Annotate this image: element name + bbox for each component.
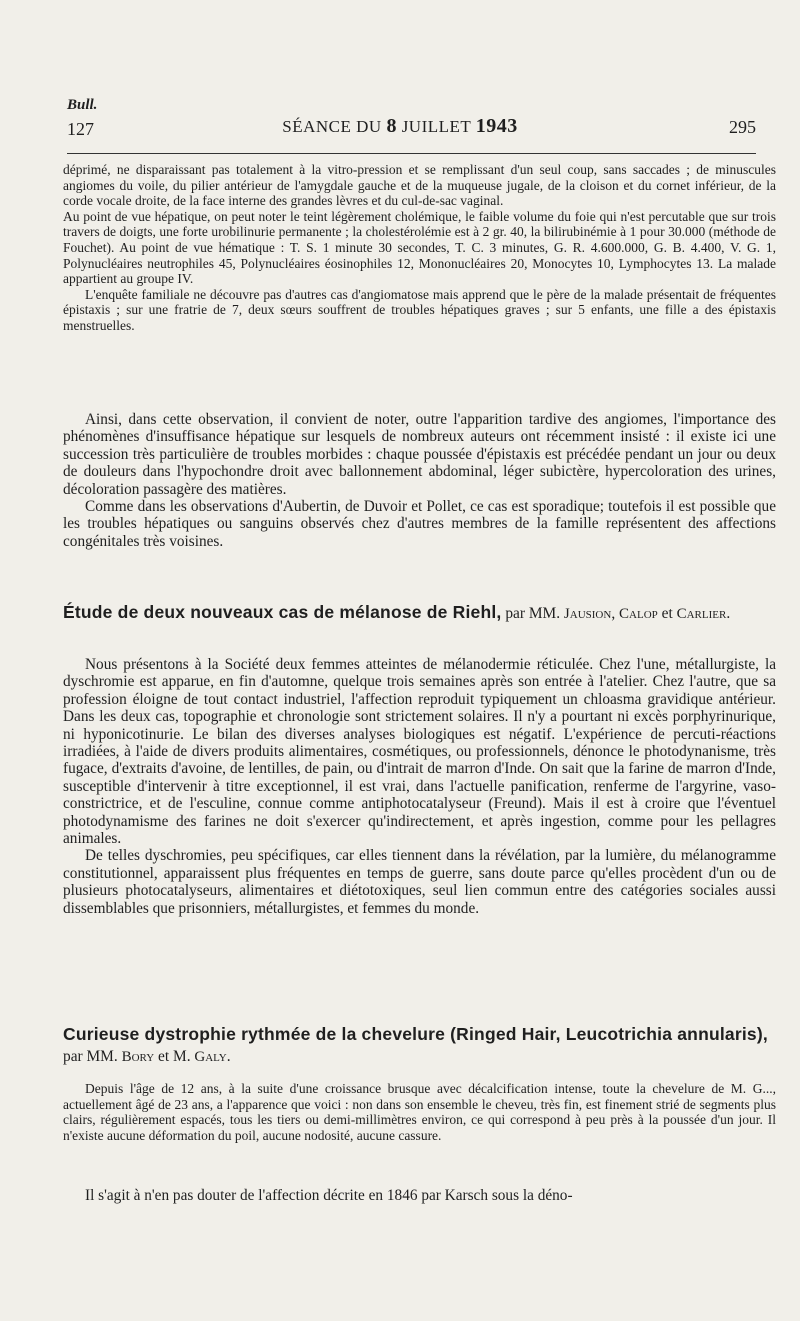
journal-abbrev: Bull. xyxy=(67,97,98,113)
article-1-author-carlier: Carlier xyxy=(676,606,727,622)
running-head-year: 1943 xyxy=(475,115,518,137)
page-number: 295 xyxy=(729,117,756,137)
article-2-end: . xyxy=(226,1048,231,1065)
conclusion-section xyxy=(63,411,776,550)
article-1-paragraph-1: Nous présentons à la Société deux femmes atteintes de mélanodermie réticulée. Chez l'une, métallurgiste, la dyschromie est apparue, en fin d'automne, quelque trois semaines après son entrée à l'atelier. Chez l'autre, que sa profession éloigne de tout contact industriel, l'affection reproduit typiquement un chloasma gravidique antérieur. Dans les deux cas, topographie et chronologie sont strictement solaires. Il n'y a pourtant ni excès porphyrinurique, ni hyponicotinurie. Le bilan des diverses analyses biologiques est négatif. L'expérience de percuti-réactions irradiées, à l'aide de divers produits alimentaires, cosmétiques, ou professionnels, dénonce le photodynanisme, très fugace, d'extraits d'avoine, de lentilles, de pain, ou d'intrait de marron d'Inde. On sait que la farine de marron d'Inde, susceptible d'intervenir à titre exceptionnel, il est vrai, dans l'actuelle panification, renferme de l'argyrine, vaso-constrictrice, et de l'esculine, connue comme antiphotocatalyseur (Freund). Mais il est à croire que l'éventuel photodynamisme des farines ne doit s'exercer qu'indirectement, et après ingestion, comme pour les pellagres animales. xyxy=(63,656,776,848)
article-2-by: par MM. xyxy=(63,1048,122,1065)
conclusion-paragraph-1: Ainsi, dans cette observation, il convient de noter, outre l'apparition tardive des angiomes, l'importance des phénomènes d'insuffisance hépatique sur lesquels de nombreux auteurs ont récemment insisté : il existe ici une succession très particulière de troubles morbides : chaque poussée d'épistaxis est précédée pendant un jour ou deux de douleurs dans l'hypochondre droit avec ballonnement abdominal, léger subictère, hypercoloration des urines, décoloration passagère des matières. xyxy=(63,411,776,498)
article-1-end: . xyxy=(726,605,731,622)
running-head xyxy=(0,115,800,138)
case-paragraph-3: L'enquête familiale ne découvre pas d'autres cas d'angiomatose mais apprend que le père de la malade présentait de fréquentes épistaxis ; sur une fratrie de 7, deux sœurs souffrent de troubles hépatiques graves ; sur 5 enfants, une fille a des épistaxis menstruelles. xyxy=(63,286,776,333)
article-1-by: par MM. xyxy=(501,605,564,622)
article-1-heading xyxy=(63,602,776,625)
running-head-mid: JUILLET xyxy=(396,117,476,136)
article-2-and: et M. xyxy=(154,1048,195,1065)
running-head-pre: SÉANCE DU xyxy=(282,117,387,136)
article-2-author-bory: Bory xyxy=(121,1049,155,1065)
article-2-title: Curieuse dystrophie rythmée de la chevelure (Ringed Hair, Leucotrichia annularis), xyxy=(63,1024,768,1044)
article-1-body xyxy=(63,656,776,917)
article-2-heading xyxy=(63,1024,776,1068)
article-2-body-continued xyxy=(63,1187,776,1204)
article-2-author-galy: Galy xyxy=(194,1049,227,1065)
article-2-body xyxy=(63,1081,776,1143)
header-rule xyxy=(67,153,756,154)
case-observation-section xyxy=(63,162,776,334)
conclusion-paragraph-2: Comme dans les observations d'Aubertin, de Duvoir et Pollet, ce cas est sporadique; toutefois il est possible que les troubles hépatiques ou sanguins observés chez d'autres membres de la famille représentent des affections congénitales très voisines. xyxy=(63,498,776,550)
left-folio-number: 127 xyxy=(67,119,94,139)
article-1-title: Étude de deux nouveaux cas de mélanose de Riehl, xyxy=(63,602,502,622)
article-1-author-jausion: Jausion xyxy=(563,606,612,622)
article-1-paragraph-2: De telles dyschromies, peu spécifiques, car elles tiennent dans la révélation, par la lumière, du mélanogramme constitutionnel, apparaissent plus fréquentes en temps de guerre, sans doute parce qu'elles procèdent d'un ou de plusieurs photocatalyseurs, alimentaires et diétotoxiques, seul lien commun entre des catégories sociales aussi dissemblables que prisonniers, métallurgistes, et femmes du monde. xyxy=(63,847,776,917)
article-1-and: et xyxy=(657,605,677,622)
case-paragraph-1: déprimé, ne disparaissant pas totalement à la vitro-pression et se remplissant d'un seul coup, sans saccades ; de minuscules angiomes du voile, du pilier antérieur de l'amygdale gauche et de la muqueuse jugale, de la cloison et du cornet inférieur, de la corde vocale droite, de la face interne des grandes lèvres et du cul-de-sac vaginal. xyxy=(63,162,776,209)
running-head-day: 8 xyxy=(386,115,397,137)
case-paragraph-2: Au point de vue hépatique, on peut noter le teint légèrement cholémique, le faible volume du foie qui n'est percutable que sur trois travers de doigts, une forte urobilinurie permanente ; la cholestérolémie est à 2 gr. 40, la bilirubinémie à 1 pour 30.000 (méthode de Fouchet). Au point de vue hématique : T. S. 1 minute 30 secondes, T. C. 3 minutes, G. R. 4.600.000, G. B. 4.400, V. G. 1, Polynucléaires neutrophiles 45, Polynucléaires éosinophiles 12, Mononucléaires 20, Monocytes 10, Lymphocytes 13. La malade appartient au groupe IV. xyxy=(63,208,776,287)
article-2-paragraph-1: Depuis l'âge de 12 ans, à la suite d'une croissance brusque avec décalcification intense, toute la chevelure de M. G..., actuellement âgé de 23 ans, a l'apparence que voici : non dans son ensemble le cheveu, très fin, est finement strié de segments plus clairs, régulièrement espacés, tous les tiers ou demi-millimètres environ, ce qui correspond à peu près à la poussée d'un jour. Il n'existe aucune déformation du poil, aucune nodosité, aucune cassure. xyxy=(63,1081,776,1143)
article-2-paragraph-2: Il s'agit à n'en pas douter de l'affection décrite en 1846 par Karsch sous la déno- xyxy=(85,1187,573,1204)
article-1-sep: , xyxy=(611,605,620,622)
article-1-author-calop: Calop xyxy=(619,606,658,622)
